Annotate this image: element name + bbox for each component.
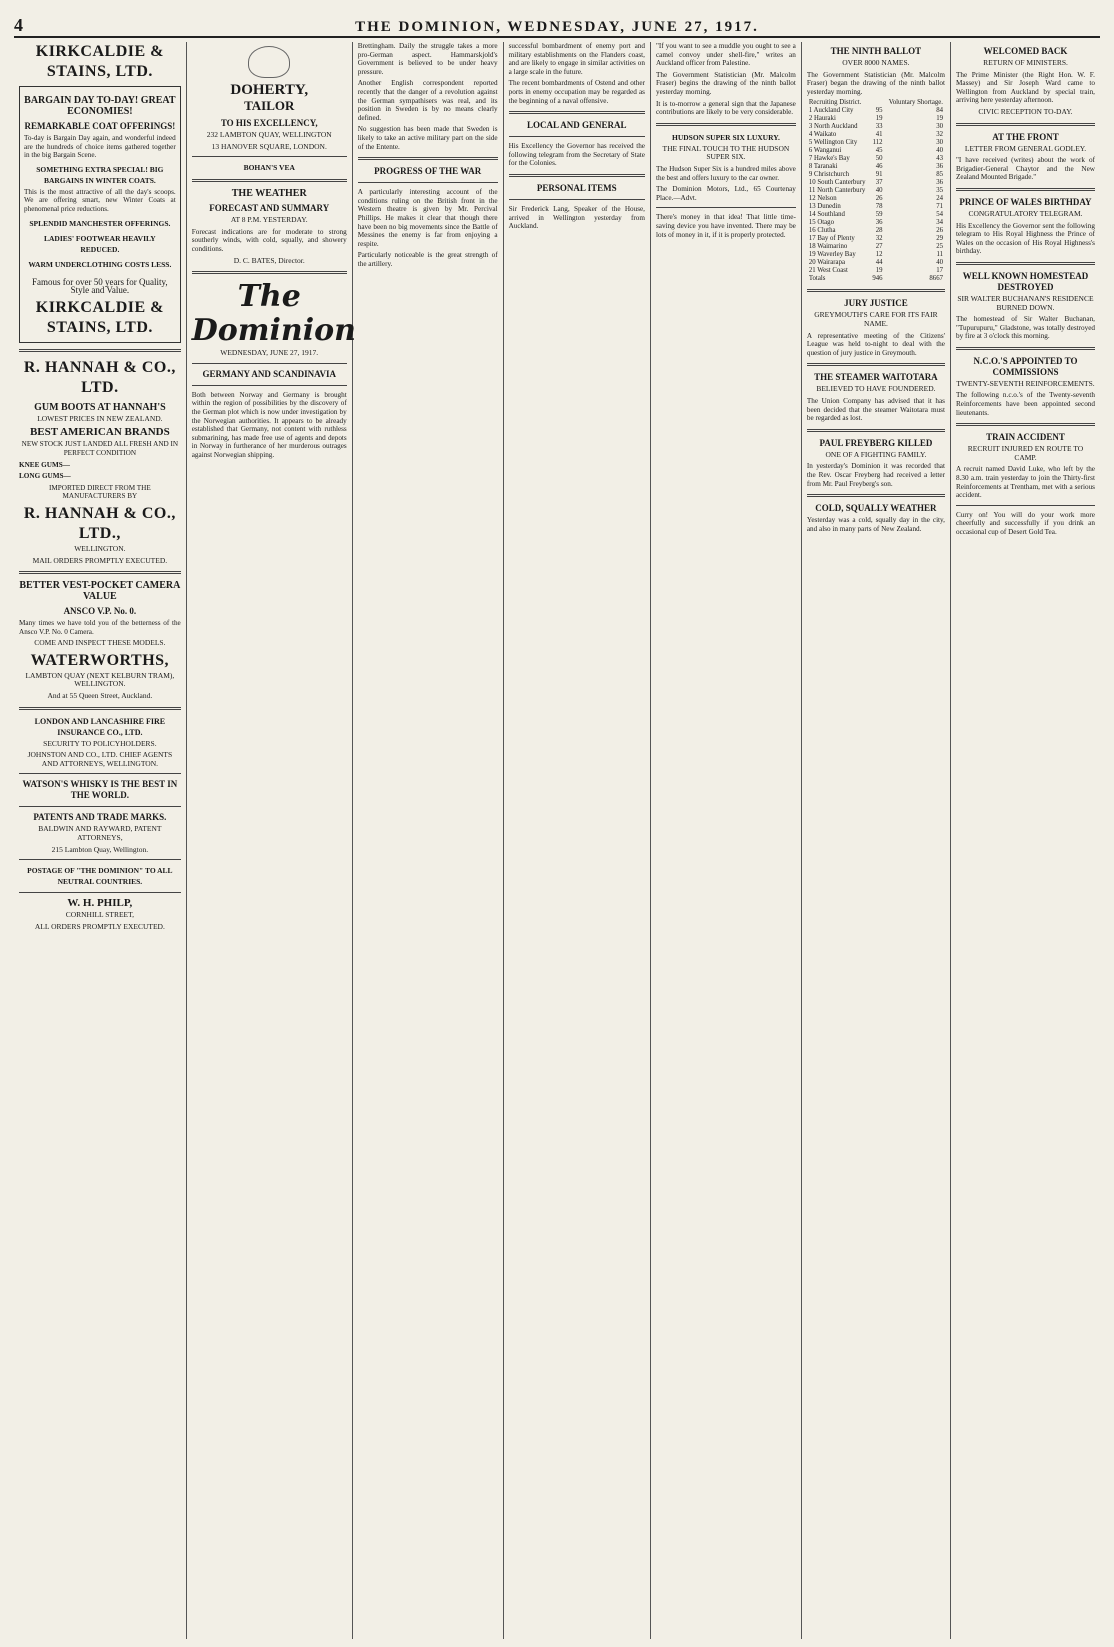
ballot-sub: OVER 8000 NAMES. [842,58,910,67]
hannah-mail: MAIL ORDERS PROMPTLY EXECUTED. [32,555,168,565]
jury-para: A representative meeting of the Citizens' League was held to-night to deal with the question of jury justice in Greymouth. [806,331,945,357]
ballot-row [807,243,945,251]
train-sub: RECRUIT INJURED EN ROUTE TO CAMP. [967,444,1084,462]
welcome-heading: WELCOMED BACK [983,46,1068,56]
kirkcaldie-footer: Famous for over 50 years for Quality, Style and Value. [32,276,168,296]
hannah-h1: GUM BOOTS AT HANNAH'S [34,401,166,413]
welcome-para: The Prime Minister (the Right Hon. W. F. Massey) and Sir Joseph Ward came to Wellington from Auckland by special train, arriving here yesterday afternoon. [955,70,1095,105]
ballot-cell: 71 [936,203,943,211]
ballot-row [807,195,945,203]
column-5 [651,42,802,1639]
waterworths-addr: LAMBTON QUAY (NEXT KELBURN TRAM), WELLINGTON. [25,670,175,689]
kirkcaldie-h3: SPLENDID MANCHESTER OFFERINGS. [29,218,171,228]
ballot-cell: 25 [936,243,943,251]
ballot-col-1: Recruiting District. [808,99,862,107]
ballot-cell: 1 Auckland City [808,107,854,115]
weather-time: AT 8 P.M. YESTERDAY. [230,215,308,225]
steamer-heading: THE STEAMER WAITOTARA [814,372,938,383]
ballot-cell: 50 [875,155,883,163]
ballot-cell: 10 South Canterbury [808,179,866,187]
hannah-knee: KNEE GUMS— [19,460,70,469]
ballot-cell: 3 North Auckland [808,123,858,131]
ballot-cell: 9 Christchurch [808,171,850,179]
ballot-cell: 45 [875,147,883,155]
weather-sig: D. C. BATES, Director. [233,255,305,265]
pow-heading: PRINCE OF WALES BIRTHDAY [959,196,1092,207]
welcome-sub: RETURN OF MINISTERS. [983,58,1068,67]
ballot-cell: 17 [936,267,943,275]
ballot-cell: 29 [936,235,943,243]
camera-para: Many times we have told you of the betterness of the Ansco V.P. No. 0 Camera. [19,619,181,636]
column-7 [951,42,1100,1639]
col3-para-3: No suggestion has been made that Sweden is likely to take an active military part on the side of the Entente. [357,125,498,151]
ballot-row [807,163,945,171]
homestead-sub: SIR WALTER BUCHANAN'S RESIDENCE BURNED DOWN. [957,293,1094,312]
ballot-cell: 78 [875,203,883,211]
nco-sub: TWENTY-SEVENTH REINFORCEMENTS. [956,378,1095,388]
postage-notice: POSTAGE OF "THE DOMINION" TO ALL NEUTRAL COUNTRIES. [27,866,173,887]
ballot-cell: 7 Hawke's Bay [808,155,850,163]
column-6 [802,42,951,1639]
ballot-cell: 16 Clutha [808,227,836,235]
editorial-heading: GERMANY AND SCANDINAVIA [202,368,336,379]
patents-title: PATENTS AND TRADE MARKS. [33,812,167,823]
civic-heading: CIVIC RECEPTION TO-DAY. [978,106,1073,116]
jury-heading: JURY JUSTICE [844,298,908,309]
ballot-cell: 85 [936,171,943,179]
ballot-cell: 20 Wairarapa [808,259,845,267]
ballot-cell: 36 [936,179,943,187]
newspaper-header-title: THE DOMINION, WEDNESDAY, JUNE 27, 1917. [355,19,759,35]
cold-heading: COLD, SQUALLY WEATHER [815,503,937,514]
ballot-cell: 37 [875,179,883,187]
weather-para: Forecast indications are for moderate to strong southerly winds, with cold, squally, and showery conditions. [191,227,347,253]
ballot-cell: 12 [875,251,883,259]
nco-para: The following n.c.o.'s of the Twenty-seventh Reinforcements have been appointed second lieutenants. [955,391,1095,417]
train-para: A recruit named David Luke, who left by the 8.30 a.m. train yesterday to join the Thirty-first Reinforcements at Trentham, met with a serious accident. [955,465,1095,500]
ballot-row [807,123,945,131]
ballot-row [807,219,945,227]
ballot-total-b: 8667 [929,275,943,283]
ballot-row [807,147,945,155]
insurance-agents: JOHNSTON AND CO., LTD. CHIEF AGENTS AND ATTORNEYS, WELLINGTON. [27,750,173,768]
ballot-cell: 12 Nelson [808,195,837,203]
freyberg-sub: ONE OF A FIGHTING FAMILY. [825,449,927,459]
ballot-cell: 40 [936,259,943,267]
camera-come: COME AND INSPECT THESE MODELS. [34,638,166,648]
ballot-cell: 4 Waikato [808,131,837,139]
ballot-cell: 8 Taranaki [808,163,838,171]
hudson-addr: The Dominion Motors, Ltd., 65 Courtenay Place.—Advt. [655,185,796,202]
weather-sub: FORECAST AND SUMMARY [209,203,330,214]
doherty-trade: TAILOR [244,98,295,113]
hudson-sub: THE FINAL TOUCH TO THE HUDSON SUPER SIX. [662,143,790,162]
hannah-ad-title-2: R. HANNAH & CO., LTD., [23,504,176,542]
ballot-row [807,179,945,187]
ballot-cell: 35 [936,187,943,195]
hannah-wellington: WELLINGTON. [74,543,126,553]
homestead-heading: WELL KNOWN HOMESTEAD DESTROYED [962,270,1089,292]
ballot-total-label: Totals [808,275,826,283]
hannah-h2: BEST AMERICAN BRANDS [29,426,170,439]
dominion-masthead: The Dominion [191,279,356,349]
kirkcaldie-h4: LADIES' FOOTWEAR HEAVILY REDUCED. [44,233,156,254]
column-3 [353,42,504,1639]
kirkcaldie-h5: WARM UNDERCLOTHING COSTS LESS. [28,259,172,269]
ballot-cell: 24 [936,195,943,203]
col3-para-1: Brettingham. Daily the struggle takes a more pro-German aspect. Hammarskjold's Government is believed to be under heavy pressure. [357,42,498,76]
ballot-total-a: 946 [872,275,883,283]
war-heading: PROGRESS OF THE WAR [374,166,482,177]
jury-sub: GREYMOUTH'S CARE FOR ITS FAIR NAME. [814,310,938,328]
ballot-cell: 26 [936,227,943,235]
personal-para: Sir Frederick Lang, Speaker of the House, arrived in Wellington yesterday from Auckland. [508,204,645,231]
waterworths-addr-2: And at 55 Queen Street, Auckland. [47,691,153,701]
kirkcaldie-para-1: To-day is Bargain Day again, and wonderful indeed are the hundreds of choice items gathered together in the big Bargain Scene. [24,134,176,160]
ballot-cell: 19 [875,267,883,275]
bohan-ad: BOHAN'S VEA [243,163,295,173]
ballot-cell: 6 Wanganui [808,147,842,155]
ballot-cell: 32 [936,131,943,139]
kirkcaldie-ad-title-2: KIRKCALDIE & STAINS, LTD. [35,298,164,336]
ballot-table [807,99,945,283]
ballot-cell: 30 [936,139,943,147]
ballot-cell: 19 [875,115,883,123]
ballot-cell: 21 West Coast [808,267,848,275]
personal-heading: PERSONAL ITEMS [536,182,617,193]
column-2 [187,42,356,1639]
kirkcaldie-ad-title: KIRKCALDIE & STAINS, LTD. [35,43,164,80]
ballot-cell: 40 [875,187,883,195]
steamer-sub: BELIEVED TO HAVE FOUNDERED. [816,384,936,394]
hannah-para: NEW STOCK JUST LANDED ALL FRESH AND IN PERFECT CONDITION [21,440,179,457]
hannah-ad-title: R. HANNAH & CO., LTD. [23,358,176,396]
ballot-cell: 40 [936,147,943,155]
column-4 [504,42,651,1639]
ballot-cell: 5 Wellington City [808,139,858,147]
doherty-addr: 232 LAMBTON QUAY, WELLINGTON [206,130,332,139]
ballot-row [807,115,945,123]
col5-para-2: The Government Statistician (Mr. Malcolm Fraser) begins the drawing of the ninth ballot yesterday morning. [655,70,796,96]
ballot-cell: 46 [875,163,883,171]
ballot-cell: 28 [875,227,883,235]
homestead-para: The homestead of Sir Walter Buchanan, "Tupurupuru," Gladstone, was totally destroyed by fire at 3 o'clock this morning. [955,315,1095,341]
ballot-cell: 44 [875,259,883,267]
ballot-cell: 30 [936,123,943,131]
ballot-cell: 18 Waimarino [808,243,848,251]
ballot-row [807,107,945,115]
train-heading: TRAIN ACCIDENT [986,432,1065,443]
ballot-cell: 112 [872,139,883,147]
ballot-cell: 26 [875,195,883,203]
waterworths-title: WATERWORTHS, [30,651,170,669]
pow-para: His Excellency the Governor sent the following telegram to His Royal Highness the Prince of Wales on the occasion of His Royal Highness's birthday. [955,221,1095,256]
dominion-date: WEDNESDAY, JUNE 27, 1917. [220,348,319,358]
philp-addr: CORNHILL STREET, [65,910,135,920]
ballot-cell: 36 [875,219,883,227]
ballot-row [807,251,945,259]
ballot-cell: 2 Hauraki [808,115,836,123]
war-para-2: Particularly noticeable is the great strength of the artillery. [357,251,498,268]
insurance-security: SECURITY TO POLICYHOLDERS. [43,738,157,748]
ballot-row [807,131,945,139]
ballot-cell: 13 Dunedin [808,203,841,211]
nco-heading: N.C.O.'S APPOINTED TO COMMISSIONS [973,355,1078,377]
camera-headline: BETTER VEST-POCKET CAMERA VALUE [19,580,181,603]
ballot-heading: THE NINTH BALLOT [830,46,922,56]
pow-sub: CONGRATULATORY TELEGRAM. [968,208,1083,218]
ballot-cell: 17 Bay of Plenty [808,235,855,243]
col5-para-4: There's money in that idea! That little time-saving device you have invented. There may be lots of money in it, if it is properly protected. [655,213,796,239]
kirkcaldie-sub: REMARKABLE COAT OFFERINGS! [24,121,176,131]
col4-para-2: The recent bombardments of Ostend and other ports in enemy occupation may be regarded as the beginning of a naval offensive. [508,79,645,105]
curry-para: Curry on! You will do your work more cheerfully and successfully if you drink an occasional cup of Desert Gold Tea. [955,510,1095,536]
whisky-ad: WATSON'S WHISKY IS THE BEST IN THE WORLD. [22,779,178,801]
ballot-cell: 36 [936,163,943,171]
ballot-row [807,203,945,211]
ballot-row [807,235,945,243]
ballot-row [807,171,945,179]
local-para: His Excellency the Governor has received the following telegram from the Secretary of State for the Colonies. [508,142,645,168]
ballot-para: The Government Statistician (Mr. Malcolm Fraser) began the drawing of the ninth ballot yesterday morning. [806,70,945,96]
ballot-cell: 41 [875,131,883,139]
kirkcaldie-h2: SOMETHING EXTRA SPECIAL! BIG BARGAINS IN WINTER COATS. [36,164,164,185]
ballot-row [807,211,945,219]
ballot-cell: 43 [936,155,943,163]
ballot-cell: 14 Southland [808,211,845,219]
doherty-name: DOHERTY, [230,82,309,98]
war-para: A particularly interesting account of the conditions ruling on the British front in the Western theatre is given by Mr. Percival Phillips. He makes it clear that though there have been no big movements since the Battle of Messines the enemy is far from enjoying a respite. [357,188,498,248]
ballot-row [807,139,945,147]
ballot-cell: 15 Otago [808,219,834,227]
ballot-cell: 11 North Canterbury [808,187,866,195]
doherty-appt: TO HIS EXCELLENCY, [220,118,318,128]
ballot-cell: 27 [875,243,883,251]
ballot-cell: 19 Waverley Bay [808,251,856,259]
hudson-heading: HUDSON SUPER SIX LUXURY. [672,132,780,142]
page-number: 4 [14,15,23,35]
ballot-cell: 32 [875,235,883,243]
ballot-cell: 19 [936,115,943,123]
column-1 [14,42,187,1639]
ballot-cell: 11 [936,251,943,259]
royal-crest-icon [248,46,290,78]
ballot-row [807,155,945,163]
ballot-row [807,187,945,195]
ballot-cell: 54 [936,211,943,219]
philp-name: W. H. PHILP, [67,897,133,910]
kirkcaldie-headline: BARGAIN DAY TO-DAY! GREAT ECONOMIES! [24,95,176,117]
philp-orders: ALL ORDERS PROMPTLY EXECUTED. [34,921,165,931]
editorial-para: Both between Norway and Germany is brought within the region of possibilities by the discovery of the German plot which is now under investigation by the Norwegian authorities. It appears to be already established that Germany, not content with ruthless submarining, has made free use of agents and depots in Norway in furtherance of her murderous outrages against Norwegian shipping. [191,390,347,459]
weather-heading: THE WEATHER [231,188,307,200]
cold-para: Yesterday was a cold, squally day in the city, and also in many parts of New Zealand. [806,516,945,533]
hannah-sub: LOWEST PRICES IN NEW ZEALAND. [37,413,163,423]
hannah-long: LONG GUMS— [19,472,71,481]
ballot-row [807,267,945,275]
ballot-cell: 95 [875,107,883,115]
ballot-cell: 84 [936,107,943,115]
freyberg-para: In yesterday's Dominion it was recorded that the Rev. Oscar Freyberg had received a letter from Mr. Paul Freyberg's son. [806,462,945,488]
col4-para-1: successful bombardment of enemy port and military establishments on the Flanders coast, and are likely to engage in similar activities on a large scale in the future. [508,42,645,76]
col5-para-3: It is to-morrow a general sign that the Japanese contributions are likely to be very considerable. [655,99,796,117]
col5-para-1: "If you want to see a muddle you ought to see a camel convoy under shell-fire," writes an Auckland officer from Palestine. [655,42,796,68]
steamer-para: The Union Company has advised that it has been decided that the steamer Waitotara must be regarded as lost. [806,396,945,423]
doherty-addr-2: 13 HANOVER SQUARE, LONDON. [211,141,327,151]
ballot-row [807,227,945,235]
patents-addr: 215 Lambton Quay, Wellington. [51,844,149,854]
ballot-cell: 33 [875,123,883,131]
local-heading: LOCAL AND GENERAL [527,120,627,131]
front-para: "I have received (writes) about the work of Brigadier-General Chaytor and the New Zealand Mounted Brigade." [955,156,1095,182]
hannah-imported: IMPORTED DIRECT FROM THE MANUFACTURERS BY [49,483,151,501]
front-sub: LETTER FROM GENERAL GODLEY. [964,143,1087,153]
insurance-title: LONDON AND LANCASHIRE FIRE INSURANCE CO., LTD. [34,716,166,737]
camera-sub: ANSCO V.P. No. 0. [63,606,137,617]
ballot-cell: 59 [875,211,883,219]
page-header [14,14,1100,38]
freyberg-heading: PAUL FREYBERG KILLED [819,437,933,448]
patents-firm: BALDWIN AND RAYWARD, PATENT ATTORNEYS, [38,824,162,843]
ballot-cell: 34 [936,219,943,227]
front-heading: AT THE FRONT [992,131,1059,142]
col3-para-2: Another English correspondent reported recently that the danger of a revolution against the German sympathisers was real, and its position in Sweden is by no means clearly defined. [357,79,498,122]
kirkcaldie-ad [19,86,181,343]
kirkcaldie-para-2: This is the most attractive of all the day's scoops. We are offering smart, new Winter Coats at phenomenal price reductions. [24,187,176,213]
hudson-para: The Hudson Super Six is a hundred miles above the best and offers luxury to the car owner. [655,164,796,182]
ballot-col-2: Voluntary Shortage. [888,99,943,107]
ballot-cell: 91 [875,171,883,179]
ballot-row [807,259,945,267]
